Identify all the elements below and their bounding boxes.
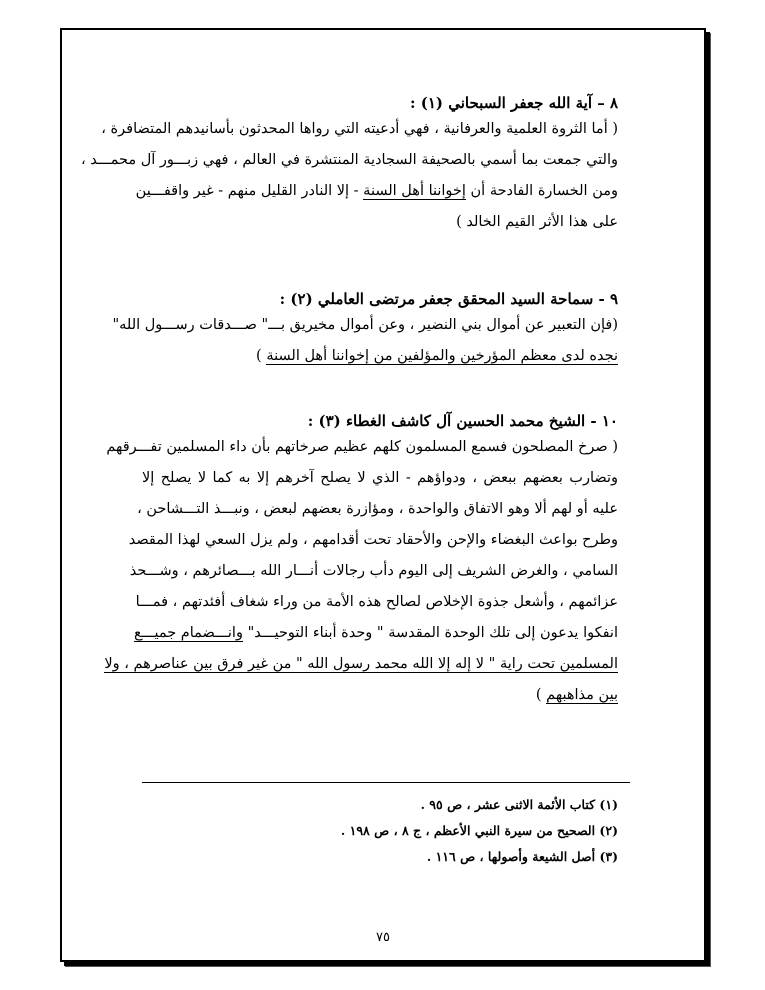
section-9-line-2-end: ) <box>256 348 262 364</box>
section-8-line-4: على هذا الأثر القيم الخالد ) <box>456 214 618 230</box>
section-10-line-9-end: ) <box>535 687 542 703</box>
underlined-phrase: نجده لدى معظم المؤرخين والمؤلفين من إخواننا أهل السنة <box>266 348 618 364</box>
footnote-divider <box>142 782 630 783</box>
footnote-2: (٢) الصحيح من سيرة النبي الأعظم ، ج ٨ ، ص ١٩٨ . <box>340 823 618 838</box>
section-10-line-2: وتضارب بعضهم ببعض ، ودواؤهم - الذي لا يصلح آخرهم إلا به كما لا يصلح إلا <box>142 470 618 486</box>
section-10-line-3: عليه أو لهم ألا وهو الاتفاق والواحدة ، ومؤازرة بعضهم لبعض ، ونبـــذ التـــشاحن ، <box>137 501 618 517</box>
section-9-line-2 <box>142 341 618 372</box>
page-frame <box>60 28 706 962</box>
section-8-line-2: والتي جمعت بما أسمي بالصحيفة السجادية المنتشرة في العالم ، فهي زبـــور آل محمـــد ، <box>80 152 618 168</box>
section-10-heading: ١٠ - الشيخ محمد الحسين آل كاشف الغطاء (٣) : <box>307 412 618 430</box>
section-8-heading: ٨ – آية الله جعفر السبحاني (١) : <box>410 94 618 112</box>
section-9-heading: ٩ - سماحة السيد المحقق جعفر مرتضى العاملي (٢) : <box>279 290 618 308</box>
section-10-line-1: ( صرخ المصلحون فسمع المسلمون كلهم عظيم صرخاتهم بأن داء المسلمين تفـــرقهم <box>106 439 618 455</box>
section-10-line-7-start: انفكوا يدعون إلى تلك الوحدة المقدسة " وحدة أبناء التوحيـــد" <box>247 625 618 641</box>
section-8-line-3 <box>135 176 618 207</box>
footnotes <box>341 792 618 870</box>
section-10-line-7 <box>133 618 618 649</box>
section-10-line-5: السامي ، والغرض الشريف إلى اليوم دأب رجالات أنـــار الله بـــصائرهم ، وشـــحذ <box>129 563 618 579</box>
footnote-1: (١) كتاب الأئمة الاثنى عشر ، ص ٩٥ . <box>420 797 618 812</box>
section-10-line-4: وطرح بواعث البغضاء والإحن والأحقاد تحت أقدامهم ، ولم يزل السعي لهذا المقصد <box>128 532 618 548</box>
section-9 <box>112 288 618 372</box>
underlined-phrase: إخواننا أهل السنة <box>363 183 466 199</box>
section-8-line-1: ( أما الثروة العلمية والعرفانية ، فهي أدعيته التي رواها المحدثون بأسانيدهم المتضافرة ، <box>101 121 618 137</box>
section-10 <box>104 410 618 711</box>
underlined-phrase: المسلمين تحت راية " لا إله إلا الله محمد رسول الله " من غير فرق بين عناصرهم ، ولا <box>104 656 618 672</box>
section-10-line-9 <box>142 680 618 711</box>
section-8-line-3-start: ومن الخسارة الفادحة أن <box>470 183 618 199</box>
underlined-phrase: بين مذاهبهم <box>546 687 618 703</box>
footnote-3: (٣) أصل الشيعة وأصولها ، ص ١١٦ . <box>426 849 618 864</box>
section-8-line-3-end: - إلا النادر القليل منهم - غير واقفـــين <box>135 183 359 199</box>
section-8 <box>80 92 618 238</box>
page-number: ٧٥ <box>376 930 390 945</box>
underlined-phrase: وانـــضمام جميـــع <box>133 625 243 641</box>
section-9-line-1: (فإن التعبير عن أموال بني النضير ، وعن أموال مخيريق بـــ" صـــدقات رســـول الله" <box>112 317 618 333</box>
section-10-line-6: عزائمهم ، وأشعل جذوة الإخلاص لصالح هذه الأمة من وراء شغاف أفئدتهم ، فمـــا <box>135 594 618 610</box>
section-10-line-8 <box>104 649 618 680</box>
